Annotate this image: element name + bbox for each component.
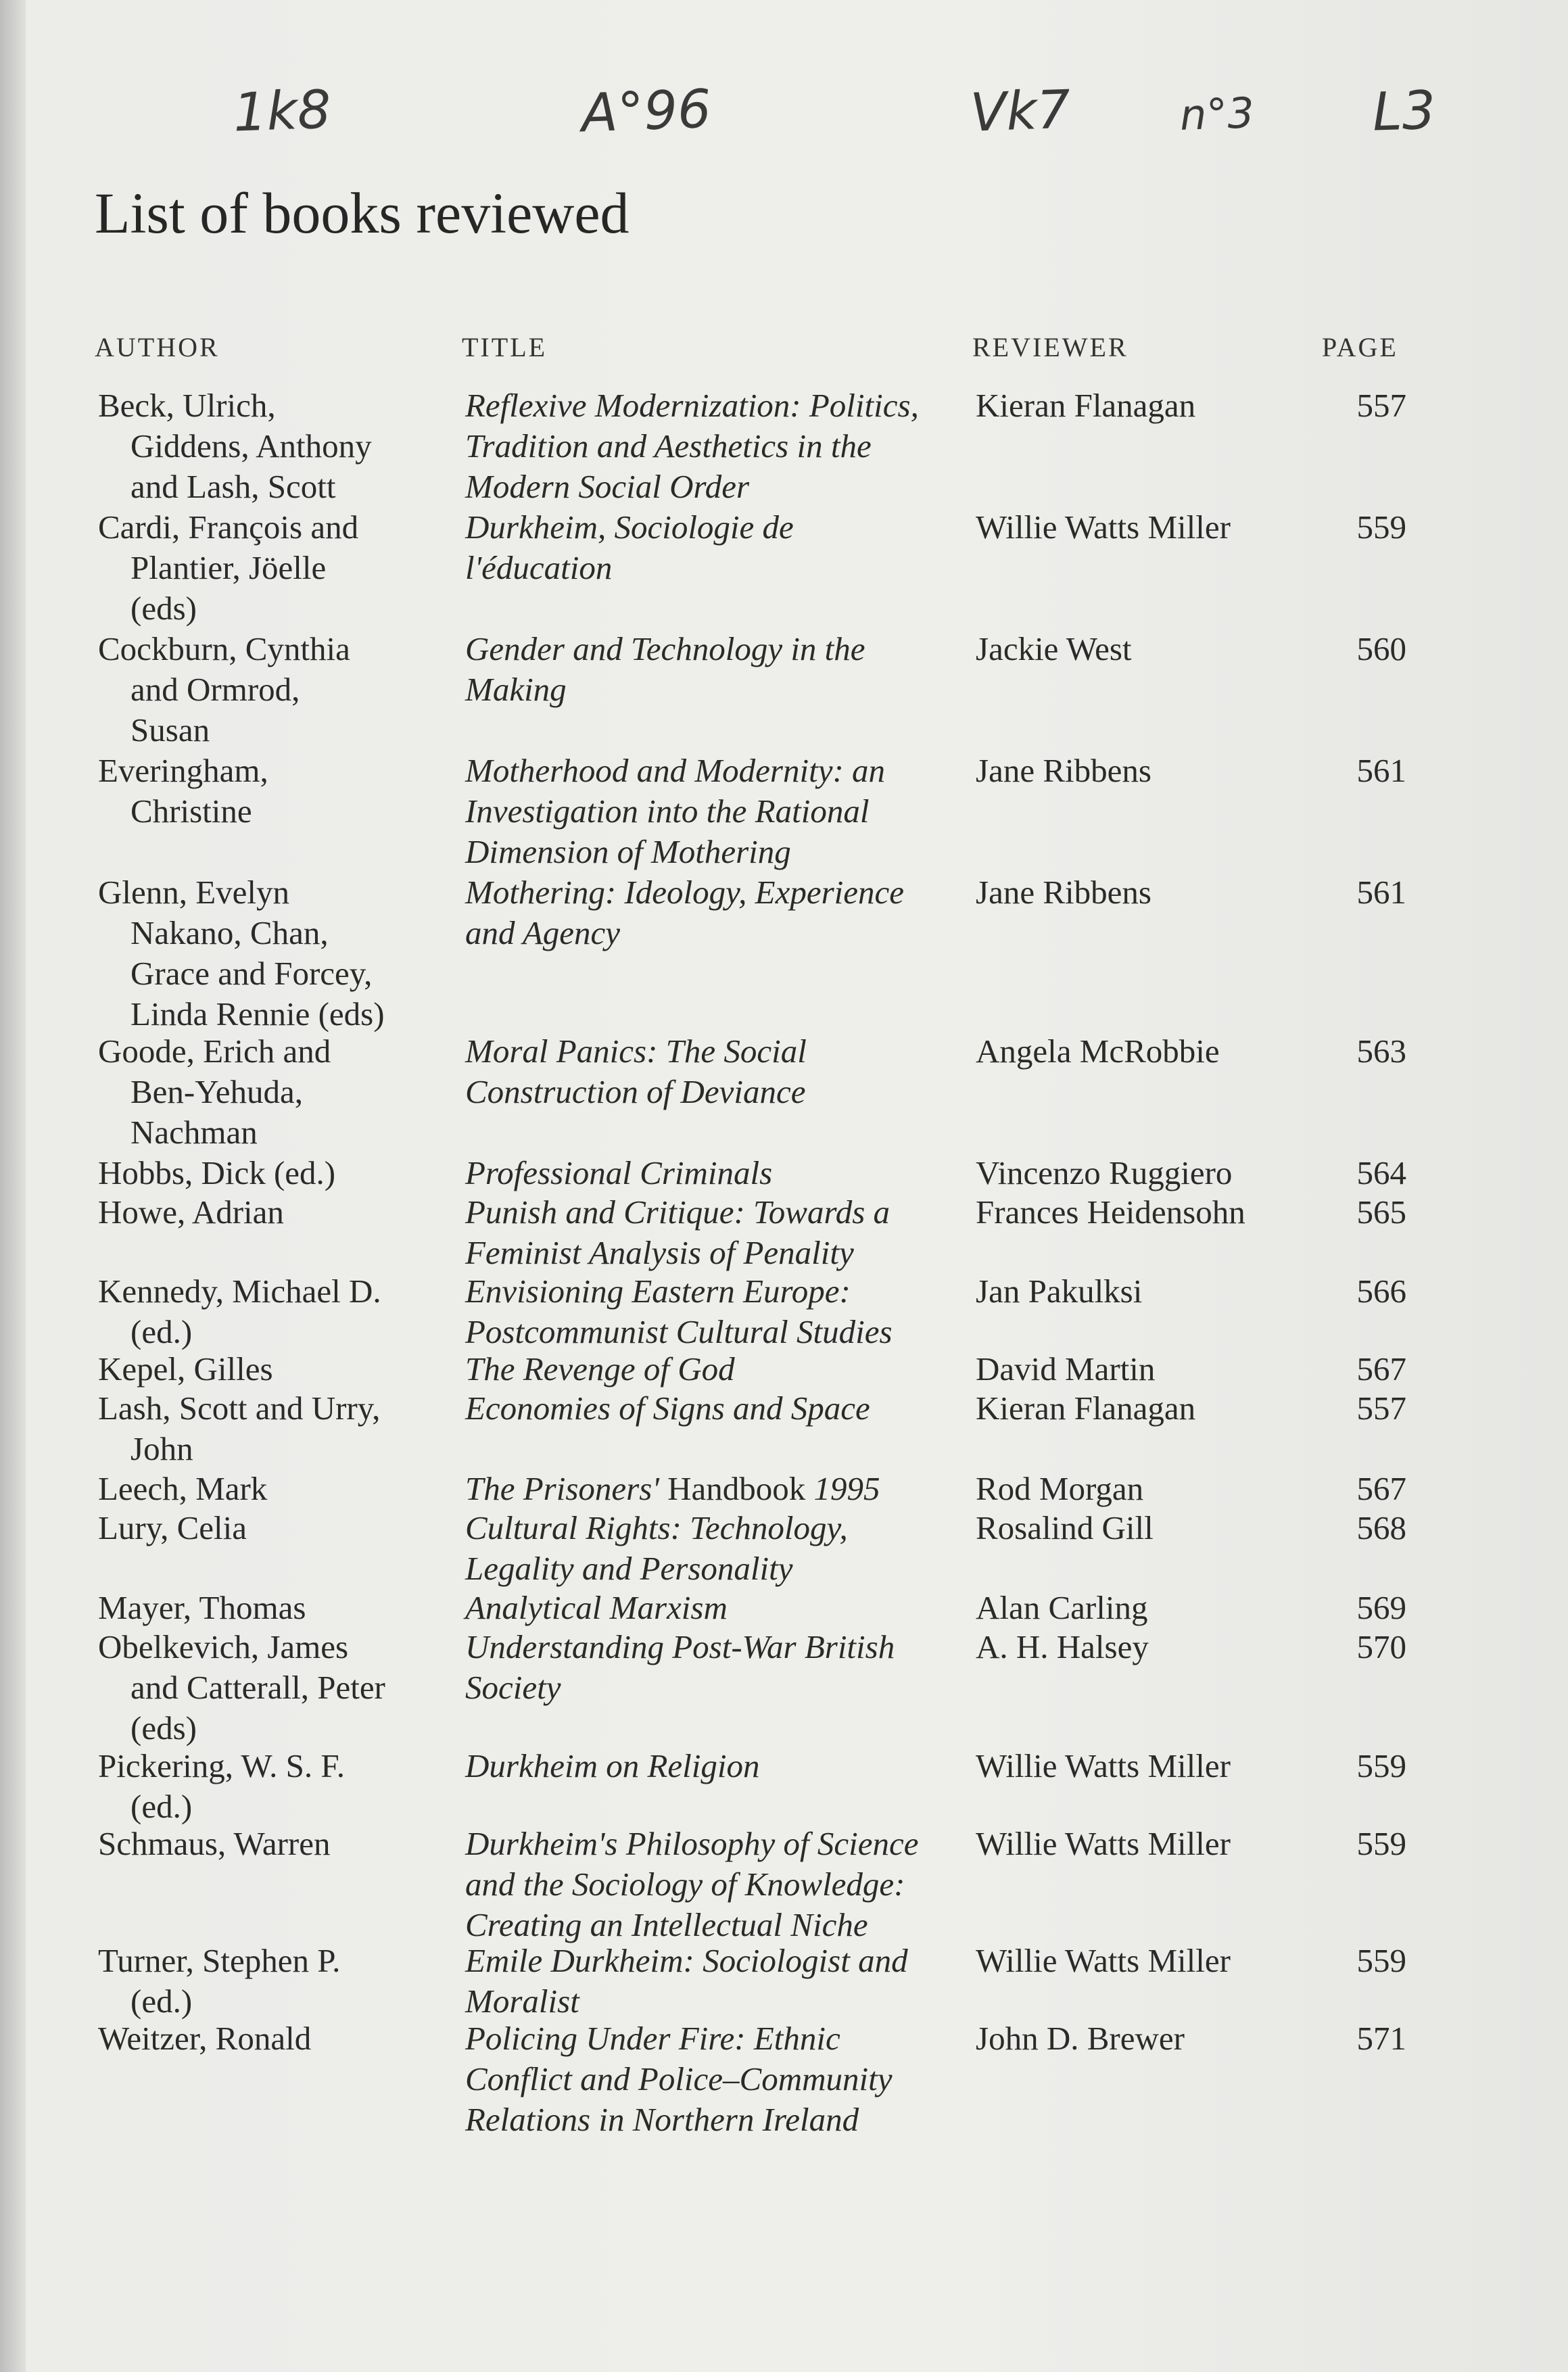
entry-page-number: 559 [1356, 1942, 1406, 1979]
entry-page-number: 560 [1356, 630, 1406, 667]
entry-page-number: 557 [1356, 1390, 1406, 1427]
entry-reviewer: David Martin [976, 1350, 1156, 1387]
entry-page-number: 568 [1356, 1509, 1406, 1546]
entry-author [98, 1192, 463, 1233]
entry-page-number: 559 [1356, 508, 1406, 546]
entry-author [98, 1153, 463, 1193]
author-line: (ed.) [130, 1788, 193, 1825]
entry-author [98, 1271, 463, 1352]
entry-page-number: 570 [1356, 1628, 1406, 1665]
entry-reviewer: A. H. Halsey [976, 1628, 1149, 1665]
entry-reviewer: Kieran Flanagan [976, 387, 1196, 424]
title-line: Understanding Post-War British [465, 1628, 895, 1665]
entry-author [98, 1588, 463, 1628]
entry-author [98, 1824, 463, 1864]
entry-title [465, 1153, 952, 1193]
author-line: Nachman [130, 1114, 258, 1151]
entry-author [98, 1388, 463, 1469]
entry-title [465, 1508, 952, 1589]
entry-title [465, 751, 952, 872]
author-line: Pickering, W. S. F. [98, 1747, 345, 1784]
entry-title [465, 1746, 952, 1786]
entry-title [465, 1031, 952, 1112]
column-header-page: PAGE [1322, 332, 1398, 362]
entry-author [98, 872, 463, 1035]
entry-page-number: 567 [1356, 1350, 1406, 1387]
title-line: Reflexive Modernization: Politics, [465, 387, 919, 424]
handwritten-note: 1k8 [232, 79, 332, 144]
title-line: Conflict and Police–Community [465, 2060, 893, 2097]
author-line: Hobbs, Dick (ed.) [98, 1154, 336, 1191]
entry-reviewer: Jackie West [976, 630, 1132, 667]
entry-title [465, 1941, 952, 2022]
title-line: Postcommunist Cultural Studies [465, 1313, 893, 1350]
title-line: Durkheim on Religion [465, 1747, 760, 1784]
entry-author [98, 507, 463, 629]
author-line: Leech, Mark [98, 1470, 268, 1507]
author-line: Cardi, François and [98, 508, 359, 546]
title-line: Professional Criminals [465, 1154, 773, 1191]
title-line: and the Sociology of Knowledge: [465, 1866, 905, 1903]
title-line: Moral Panics: The Social [465, 1033, 807, 1070]
entry-page-number: 569 [1356, 1589, 1406, 1626]
author-line: Obelkevich, James [98, 1628, 349, 1665]
entry-page-number: 571 [1356, 2020, 1406, 2057]
title-line: Policing Under Fire: Ethnic [465, 2020, 840, 2057]
entry-reviewer: Willie Watts Miller [976, 1747, 1231, 1784]
entry-reviewer: Willie Watts Miller [976, 508, 1231, 546]
entry-page-number: 566 [1356, 1273, 1406, 1310]
title-line: and Agency [465, 914, 621, 951]
entry-author [98, 1508, 463, 1548]
author-line: Giddens, Anthony [130, 427, 372, 465]
entry-reviewer: Alan Carling [976, 1589, 1148, 1626]
title-line: Mothering: Ideology, Experience [465, 874, 905, 911]
column-header-reviewer: REVIEWER [972, 332, 1129, 362]
entry-author [98, 1941, 463, 2022]
title-line: Economies of Signs and Space [465, 1390, 870, 1427]
author-line: Grace and Forcey, [130, 955, 373, 992]
entry-reviewer: Jan Pakulksi [976, 1273, 1143, 1310]
entry-page-number: 561 [1356, 874, 1406, 911]
author-line: (ed.) [130, 1313, 193, 1350]
title-line: Making [465, 671, 567, 708]
title-line: Cultural Rights: Technology, [465, 1509, 848, 1546]
author-line: and Ormrod, [130, 671, 300, 708]
title-line: Creating an Intellectual Niche [465, 1906, 868, 1943]
author-line: (eds) [130, 1709, 197, 1747]
entry-title [465, 629, 952, 710]
entry-page-number: 567 [1356, 1470, 1406, 1507]
author-line: Nakano, Chan, [130, 914, 329, 951]
entry-author [98, 1627, 463, 1749]
entry-reviewer: Vincenzo Ruggiero [976, 1154, 1233, 1191]
handwritten-annotations [0, 78, 1568, 162]
author-line: Goode, Erich and [98, 1033, 331, 1070]
title-line: Analytical Marxism [465, 1589, 728, 1626]
entry-reviewer: Willie Watts Miller [976, 1942, 1231, 1979]
title-line: Construction of Deviance [465, 1073, 806, 1110]
page-title: List of books reviewed [95, 181, 629, 245]
title-line: Relations in Northern Ireland [465, 2101, 859, 2138]
title-line: Legality and Personality [465, 1550, 793, 1587]
title-line: Durkheim's Philosophy of Science [465, 1825, 919, 1862]
entry-reviewer: Jane Ribbens [976, 874, 1151, 911]
entry-author [98, 1349, 463, 1390]
entry-page-number: 563 [1356, 1033, 1406, 1070]
title-line: Moralist [465, 1983, 579, 2020]
entry-page-number: 561 [1356, 752, 1406, 789]
author-line: Beck, Ulrich, [98, 387, 276, 424]
title-line: Tradition and Aesthetics in the [465, 427, 872, 465]
entry-page-number: 559 [1356, 1825, 1406, 1862]
entry-title [465, 1824, 952, 1945]
entry-reviewer: Kieran Flanagan [976, 1390, 1196, 1427]
entry-author [98, 629, 463, 751]
entry-page-number: 557 [1356, 387, 1406, 424]
author-line: Everingham, [98, 752, 268, 789]
entry-author [98, 1031, 463, 1153]
author-line: Susan [130, 711, 210, 749]
entry-title [465, 1627, 952, 1708]
entry-reviewer: Jane Ribbens [976, 752, 1151, 789]
entry-title [465, 1469, 952, 1509]
title-line: l'éducation [465, 549, 613, 586]
column-header-title: TITLE [462, 332, 548, 362]
entry-author [98, 385, 463, 507]
author-line: Linda Rennie (eds) [130, 995, 385, 1033]
author-line: Schmaus, Warren [98, 1825, 331, 1862]
author-line: Turner, Stephen P. [98, 1942, 341, 1979]
entry-title [465, 872, 952, 953]
author-line: Kennedy, Michael D. [98, 1273, 381, 1310]
entry-page-number: 564 [1356, 1154, 1406, 1191]
entry-title [465, 1271, 952, 1352]
author-line: and Catterall, Peter [130, 1669, 385, 1706]
entry-title [465, 1192, 952, 1273]
title-line: Punish and Critique: Towards a [465, 1193, 890, 1231]
author-line: Lury, Celia [98, 1509, 247, 1546]
author-line: Kepel, Gilles [98, 1350, 273, 1387]
title-line: Emile Durkheim: Sociologist and [465, 1942, 908, 1979]
handwritten-note: L3 [1371, 80, 1437, 143]
entry-page-number: 565 [1356, 1193, 1406, 1231]
title-line: Envisioning Eastern Europe: [465, 1273, 851, 1310]
title-line: Investigation into the Rational [465, 792, 870, 830]
author-line: Lash, Scott and Urry, [98, 1390, 381, 1427]
handwritten-note: A°96 [580, 78, 713, 145]
entry-reviewer: Willie Watts Miller [976, 1825, 1231, 1862]
title-line: Gender and Technology in the [465, 630, 865, 667]
entry-reviewer: Frances Heidensohn [976, 1193, 1245, 1231]
author-line: John [130, 1430, 193, 1467]
column-header-author: AUTHOR [95, 332, 220, 362]
entry-reviewer: Rosalind Gill [976, 1509, 1154, 1546]
title-line: The Revenge of God [465, 1350, 735, 1387]
author-line: Howe, Adrian [98, 1193, 284, 1231]
title-line: The Prisoners' Handbook 1995 [465, 1470, 880, 1507]
author-line: Glenn, Evelyn [98, 874, 290, 911]
title-line: Society [465, 1669, 561, 1706]
author-line: (eds) [130, 590, 197, 627]
entry-reviewer: John D. Brewer [976, 2020, 1185, 2057]
entry-title [465, 1388, 952, 1429]
author-line: and Lash, Scott [130, 468, 336, 505]
author-line: Plantier, Jöelle [130, 549, 327, 586]
title-line: Modern Social Order [465, 468, 750, 505]
entry-author [98, 751, 463, 832]
author-line: Mayer, Thomas [98, 1589, 306, 1626]
title-line: Durkheim, Sociologie de [465, 508, 794, 546]
entry-reviewer: Rod Morgan [976, 1470, 1144, 1507]
book-spine-shadow [0, 0, 26, 2372]
title-line: Dimension of Mothering [465, 833, 791, 870]
entry-title [465, 2018, 952, 2140]
author-line: Weitzer, Ronald [98, 2020, 312, 2057]
handwritten-note: Vk7 [969, 79, 1072, 144]
entry-page-number: 559 [1356, 1747, 1406, 1784]
entry-title [465, 1588, 952, 1628]
entry-title [465, 385, 952, 507]
entry-title [465, 507, 952, 588]
author-line: Cockburn, Cynthia [98, 630, 350, 667]
entry-author [98, 1469, 463, 1509]
entry-author [98, 2018, 463, 2059]
entry-title [465, 1349, 952, 1390]
author-line: Christine [130, 792, 252, 830]
title-line: Motherhood and Modernity: an [465, 752, 886, 789]
entry-author [98, 1746, 463, 1827]
author-line: (ed.) [130, 1983, 193, 2020]
entry-reviewer: Angela McRobbie [976, 1033, 1220, 1070]
author-line: Ben-Yehuda, [130, 1073, 303, 1110]
handwritten-note: n°3 [1179, 88, 1255, 140]
title-line: Feminist Analysis of Penality [465, 1234, 854, 1271]
